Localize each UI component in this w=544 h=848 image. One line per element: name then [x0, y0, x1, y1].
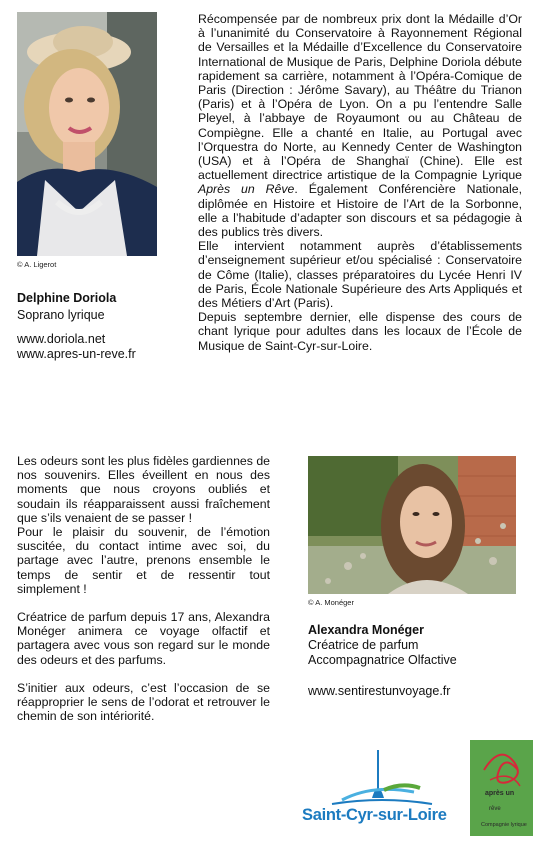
intro-paragraph: Créatrice de parfum depuis 17 ans, Alexandra Monéger animera ce voyage olfactif et partagera avec vous son regard sur le monde des odeurs et des parfums. [17, 610, 270, 667]
bio-paragraph: Récompensée par de nombreux prix dont la Médaille d’Or à l’unanimité du Conservatoire à Rayonnement Régional de Versailles et la Médaille d’Excellence du Conservatoire International de Musique de Paris, Delphine Doriola débute rapidement sa carrière, notamment à l’Opéra-Comique de Paris (Direction : Jérôme Savary), au Théâtre du Trianon (Paris) et à l’Opéra de Lyon. On a pu l’entendre Salle Pleyel, à l’abbaye de Royaumont ou au Château de Compiègne. Elle a chanté en Italie, au Portugal avec l’Orquestra do Norte, au Kennedy Center de Washington (USA) et à l’Opéra de Shanghaï (Chine). Elle est actuellement directrice artistique de la Compagnie Lyrique Après un Rêve. Également Conférencière Nationale, diplômée en Histoire et Histoire de l’Art de la Sorbonne, elle a l’habitude d’adapter son discours et sa pédagogie à des publics très divers. [198, 12, 522, 240]
delphine-doriola-photo [17, 12, 157, 256]
company-name-line: après un [485, 790, 515, 797]
company-type: Compagnie lyrique [481, 822, 527, 828]
intro-paragraph: Pour le plaisir du souvenir, de l’émotion suscitée, du contact intime avec soi, du partage avec l’autre, prenons ensemble le temps de sentir et de ressentir tout simplement ! [17, 525, 270, 596]
artist-role: Soprano lyrique [17, 308, 105, 322]
bio-paragraph: Elle intervient notamment auprès d’établissements d’enseignement supérieur et/ou spécialisé : Conservatoire de Côme (Italie), classes préparatoires du Lycée Henri IV de Paris, École Nationale Supérieure des Arts Appliqués et des Métiers d’Art (Paris). [198, 239, 522, 311]
photo-credit: © A. Monéger [308, 598, 354, 607]
company-name-line: rêve [489, 806, 501, 812]
intro-paragraph: Les odeurs sont les plus fidèles gardiennes de nos souvenirs. Elles éveillent en nous des moments que nous croyons oubliés et soudain ils réapparaissent aussi fraîchement que s’ils venaient de se passer ! [17, 454, 270, 525]
bio-paragraph: Depuis septembre dernier, elle dispense des cours de chant lyrique pour adultes dans les locaux de l’École de Musique de Saint-Cyr-sur-Loire. [198, 310, 522, 353]
workshop-description [17, 454, 270, 723]
website-link[interactable]: www.sentirestunvoyage.fr [308, 684, 451, 698]
perfumer-role: Accompagnatrice Olfactive [308, 653, 457, 667]
intro-paragraph: S’initier aux odeurs, c’est l’occasion de se réapproprier le sens de l’odorat et retrouver le chemin de son intériorité. [17, 680, 270, 724]
city-name: Saint-Cyr-sur-Loire [302, 806, 447, 824]
website-link[interactable]: www.doriola.net [17, 332, 106, 346]
perfumer-role: Créatrice de parfum [308, 638, 419, 652]
artist-name: Delphine Doriola [17, 291, 117, 305]
perfumer-name: Alexandra Monéger [308, 623, 425, 637]
alexandra-moneger-photo [308, 456, 516, 594]
photo-credit: © A. Ligerot [17, 260, 57, 269]
website-link[interactable]: www.apres-un-reve.fr [17, 347, 136, 361]
biography [198, 12, 522, 353]
